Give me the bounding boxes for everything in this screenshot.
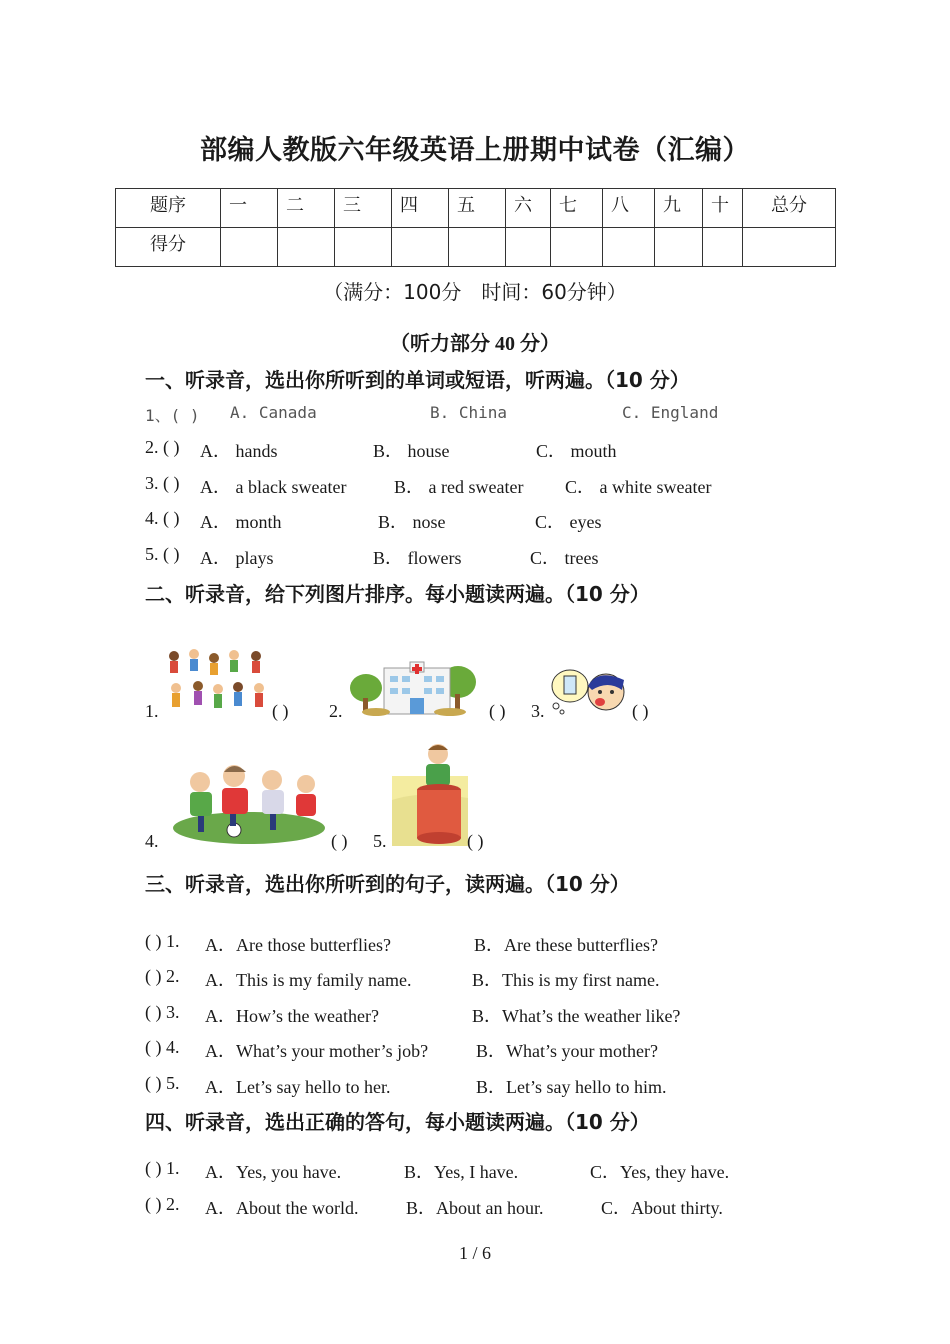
q1-option-b: B. China [430, 403, 508, 422]
score-cell[interactable] [335, 228, 392, 267]
pic5-blank[interactable]: ( ) [467, 831, 484, 851]
s3-q5-option-a: A．Let’s say hello to her. [205, 1077, 391, 1097]
pic4-label: 4. [145, 831, 159, 851]
child-figure-icon [169, 649, 264, 708]
score-header-cell: 五 [449, 189, 506, 228]
score-cell[interactable] [655, 228, 703, 267]
q4-option-c: C． eyes [535, 512, 602, 532]
hospital-picture [346, 660, 486, 716]
q4-option-b: B． nose [378, 512, 446, 532]
score-header-cell: 四 [392, 189, 449, 228]
listening-part-label: （听力部分 40 分） [390, 333, 560, 355]
q3-option-a: A． a black sweater [200, 477, 347, 497]
q3-option-c: C． a white sweater [565, 477, 712, 497]
score-cell[interactable] [703, 228, 743, 267]
section3-heading: 三、听录音，选出你所听到的句子，读两遍。（10 分） [145, 872, 630, 896]
s3-q4-option-b: B．What’s your mother? [476, 1041, 658, 1061]
s3-q4-option-a: A．What’s your mother’s job? [205, 1041, 429, 1061]
score-header-cell: 二 [278, 189, 335, 228]
s3-q3-number: ( ) 3. [145, 1002, 180, 1022]
score-header-cell: 三 [335, 189, 392, 228]
pic4-blank[interactable]: ( ) [331, 831, 348, 851]
q2-number: 2. ( ) [145, 437, 180, 457]
score-header-cell: 七 [551, 189, 603, 228]
s4-q2-option-c: C．About thirty. [601, 1198, 723, 1218]
q3-number: 3. ( ) [145, 473, 180, 493]
s3-q2-option-b: B．This is my first name. [472, 970, 660, 990]
q5-option-a: A． plays [200, 548, 274, 568]
pic1-label: 1. [145, 701, 159, 721]
score-header-cell: 题序 [116, 189, 221, 228]
score-row-label: 得分 [116, 228, 221, 267]
s4-q1-number: ( ) 1. [145, 1158, 180, 1178]
q5-option-c: C． trees [530, 548, 599, 568]
q5-number: 5. ( ) [145, 544, 180, 564]
pic1-blank[interactable]: ( ) [272, 701, 289, 721]
q5-option-b: B． flowers [373, 548, 462, 568]
score-header-cell: 九 [655, 189, 703, 228]
score-table-score-row [116, 228, 836, 267]
score-header-cell: 一 [221, 189, 278, 228]
s3-q1-option-b: B．Are these butterflies? [474, 935, 658, 955]
pic3-blank[interactable]: ( ) [632, 701, 649, 721]
s3-q5-option-b: B．Let’s say hello to him. [476, 1077, 667, 1097]
q1-option-c: C. England [622, 403, 719, 422]
s4-q1-option-c: C．Yes, they have. [590, 1162, 730, 1182]
score-cell[interactable] [278, 228, 335, 267]
q1-option-a: A. Canada [230, 403, 317, 422]
s4-q2-number: ( ) 2. [145, 1194, 180, 1214]
q4-number: 4. ( ) [145, 508, 180, 528]
s3-q5-number: ( ) 5. [145, 1073, 180, 1093]
s3-q1-option-a: A．Are those butterflies? [205, 935, 391, 955]
football-boys-picture [170, 758, 328, 844]
score-table-header-row [116, 189, 836, 228]
s3-q3-option-b: B．What’s the weather like? [472, 1006, 681, 1026]
s3-q3-option-a: A．How’s the weather? [205, 1006, 379, 1026]
q2-option-a: A． hands [200, 441, 278, 461]
score-cell[interactable] [603, 228, 655, 267]
s4-q1-option-a: A．Yes, you have. [205, 1162, 342, 1182]
q2-option-c: C． mouth [536, 441, 617, 461]
q2-option-b: B． house [373, 441, 450, 461]
boy-on-drum-picture [392, 740, 468, 846]
section1-heading: 一、听录音，选出你所听到的单词或短语，听两遍。（10 分） [145, 368, 690, 392]
q4-option-a: A． month [200, 512, 282, 532]
s4-q2-option-a: A．About the world. [205, 1198, 359, 1218]
pic2-blank[interactable]: ( ) [489, 701, 506, 721]
score-cell[interactable] [392, 228, 449, 267]
q1-number: 1、( ) [145, 406, 200, 425]
s3-q2-number: ( ) 2. [145, 966, 180, 986]
score-header-cell: 八 [603, 189, 655, 228]
s3-q1-number: ( ) 1. [145, 931, 180, 951]
pic5-label: 5. [373, 831, 387, 851]
score-cell[interactable] [551, 228, 603, 267]
section4-heading: 四、听录音，选出正确的答句，每小题读两遍。（10 分） [145, 1110, 650, 1134]
page-title: 部编人教版六年级英语上册期中试卷（汇编） [200, 135, 750, 166]
thirsty-boy-picture [548, 666, 628, 716]
s4-q2-option-b: B．About an hour. [406, 1198, 544, 1218]
score-cell[interactable] [506, 228, 551, 267]
page-number: 1 / 6 [458, 1243, 491, 1263]
children-playing-picture [162, 646, 270, 714]
score-header-cell: 六 [506, 189, 551, 228]
exam-info: （满分：100分 时间：60分钟） [323, 280, 627, 304]
pic2-label: 2. [329, 701, 343, 721]
score-cell[interactable] [221, 228, 278, 267]
score-header-cell: 十 [703, 189, 743, 228]
section2-heading: 二、听录音，给下列图片排序。每小题读两遍。（10 分） [145, 582, 650, 606]
score-cell[interactable] [449, 228, 506, 267]
q3-option-b: B． a red sweater [394, 477, 524, 497]
pic3-label: 3. [531, 701, 545, 721]
score-header-cell: 总分 [743, 189, 836, 228]
score-cell[interactable] [743, 228, 836, 267]
s3-q2-option-a: A．This is my family name. [205, 970, 412, 990]
s4-q1-option-b: B．Yes, I have. [404, 1162, 519, 1182]
score-table [115, 188, 836, 267]
s3-q4-number: ( ) 4. [145, 1037, 180, 1057]
